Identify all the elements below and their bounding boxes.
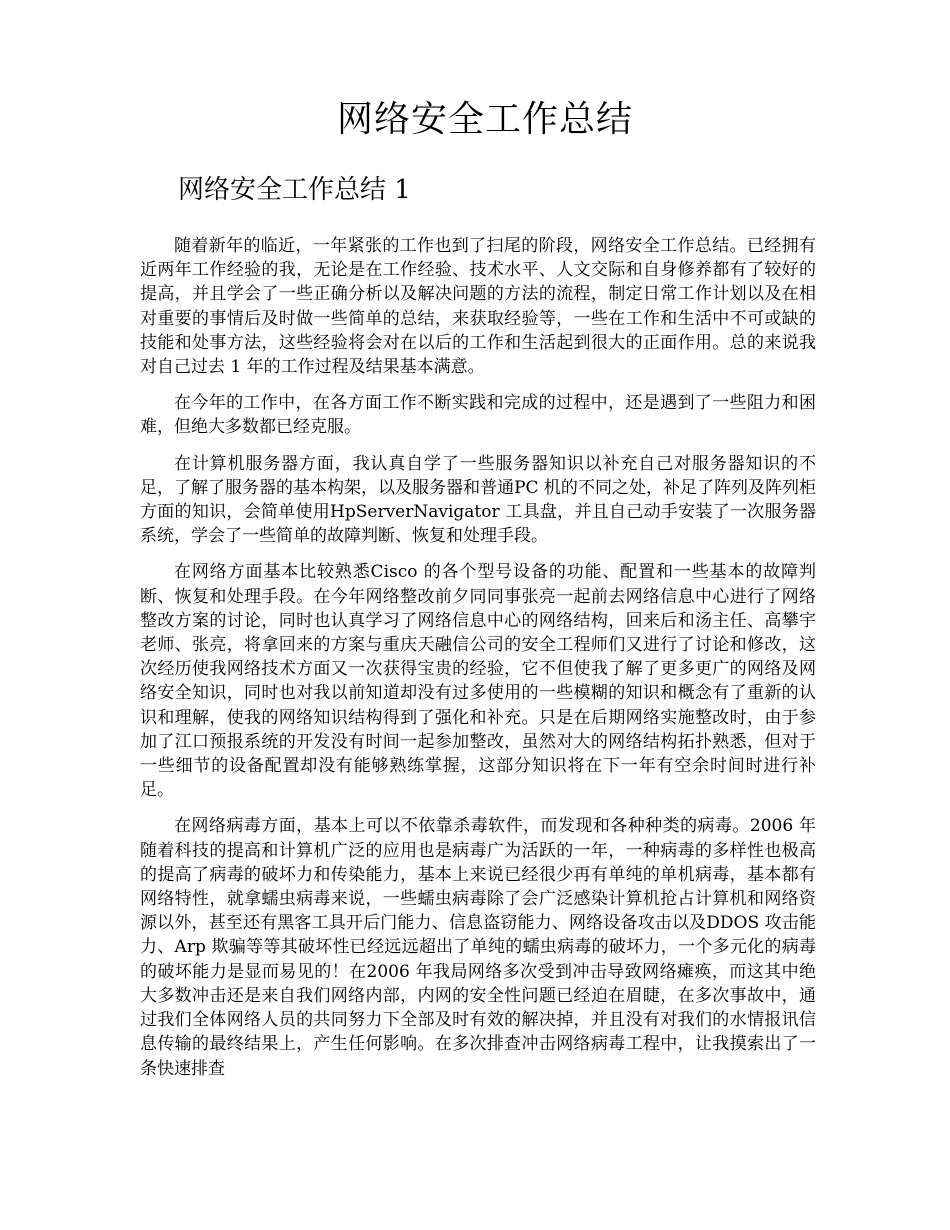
paragraph: 在网络方面基本比较熟悉Cisco 的各个型号设备的功能、配置和一些基本的故障判断、恢复和处理手段。在今年网络整改前夕同同事张亮一起前去网络信息中心进行了网络整改方案的讨论，同时也认真学习了网络信息中心的网络结构，回来后和汤主任、高攀宇老师、张亮，将拿回来的方案与重庆天融信公司的安全工程师们又进行了讨论和修改，这次经历使我网络技术方面又一次获得宝贵的经验，它不但使我了解了更多更广的网络及网络安全知识，同时也对我以前知道却没有过多使用的一些模糊的知识和概念有了重新的认识和理解，使我的网络知识结构得到了强化和补充。只是在后期网络实施整改时，由于参加了江口预报系统的开发没有时间一起参加整改，虽然对大的网络结构拓扑熟悉，但对于一些细节的设备配置却没有能够熟练掌握，这部分知识将在下一年有空余时间时进行补足。	[140, 562, 816, 801]
document-title: 网络安全工作总结	[336, 99, 633, 140]
section-heading: 网络安全工作总结 1	[178, 175, 411, 205]
paragraph: 随着新年的临近，一年紧张的工作也到了扫尾的阶段，网络安全工作总结。已经拥有近两年工作经验的我，无论是在工作经验、技术水平、人文交际和自身修养都有了较好的提高，并且学会了一些正确分析以及解决问题的方法的流程，制定日常工作计划以及在相对重要的事情后及时做一些简单的总结，来获取经验等，一些在工作和生活中不可或缺的技能和处事方法，这些经验将会对在以后的工作和生活起到很大的正面作用。总的来说我对自己过去 1 年的工作过程及结果基本满意。	[140, 236, 816, 378]
document-body	[140, 234, 816, 1081]
document-page	[140, 0, 816, 1093]
paragraph: 在今年的工作中，在各方面工作不断实践和完成的过程中，还是遇到了一些阻力和困难，但绝大多数都已经克服。	[140, 393, 816, 438]
paragraph: 在网络病毒方面，基本上可以不依靠杀毒软件，而发现和各种种类的病毒。2006 年随着科技的提高和计算机广泛的应用也是病毒广为活跃的一年，一种病毒的多样性也极高的提高了病毒的破坏力和传染能力，基本上来说已经很少再有单纯的单机病毒，基本都有网络特性，就拿蠕虫病毒来说，一些蠕虫病毒除了会广泛感染计算机抢占计算机和网络资源以外，甚至还有黑客工具开后门能力、信息盗窃能力、网络设备攻击以及DDOS 攻击能力、Arp 欺骗等等其破坏性已经远远超出了单纯的蠕虫病毒的破坏力，一个多元化的病毒的破坏能力是显而易见的！在2006 年我局网络多次受到冲击导致网络瘫痪，而这其中绝大多数冲击还是来自我们网络内部，内网的安全性问题已经迫在眉睫，在多次事故中，通过我们全体网络人员的共同努力下全部及时有效的解决掉，并且没有对我们的水情报讯信息传输的最终结果上，产生任何影响。在多次排查冲击网络病毒工程中，让我摸索出了一条快速排查	[140, 816, 816, 1079]
paragraph: 在计算机服务器方面，我认真自学了一些服务器知识以补充自己对服务器知识的不足，了解了服务器的基本构架，以及服务器和普通PC 机的不同之处，补足了阵列及阵列柜方面的知识，会简单使用HpServerNavigator 工具盘，并且自己动手安装了一次服务器系统，学会了一些简单的故障判断、恢复和处理手段。	[140, 453, 816, 547]
